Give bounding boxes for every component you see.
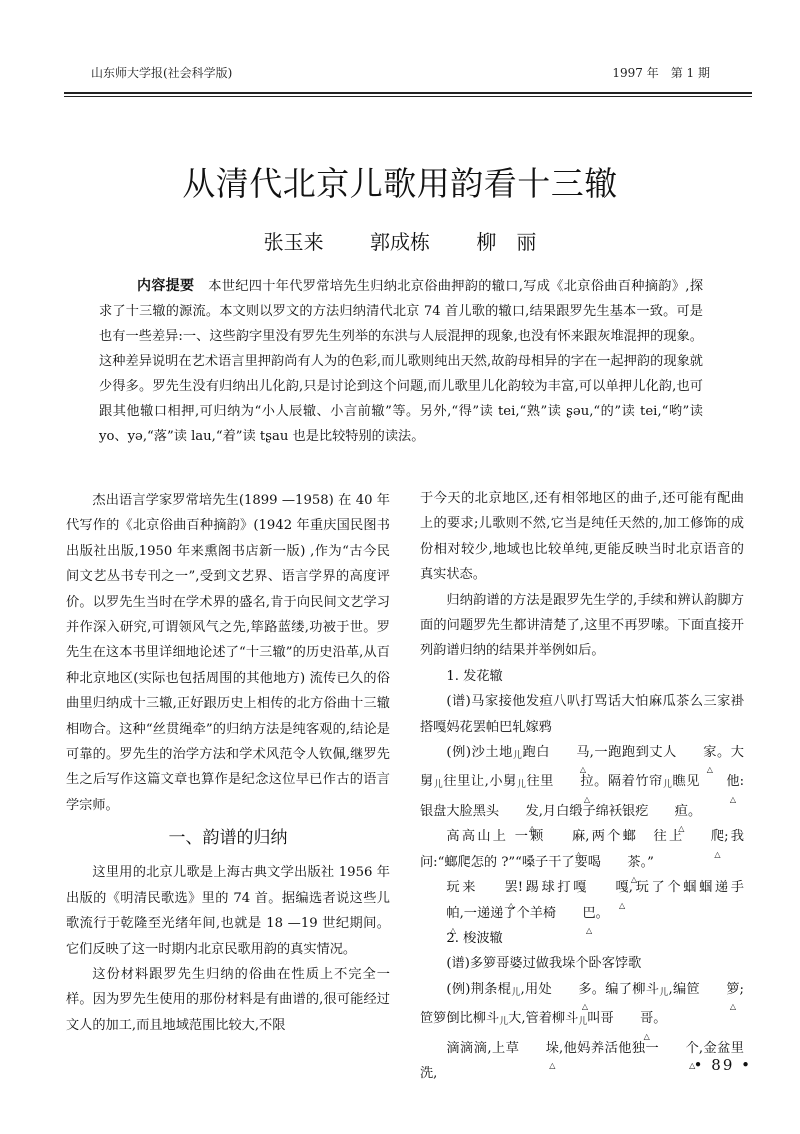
rhyme-foot: 巴 △ [556,901,596,926]
body-paragraph: 这份材料跟罗先生归纳的俗曲在性质上不完全一样。因为罗先生使用的那份材料是有曲谱的,很可能经过文人的加工,而且地域范围比较大,不限 [66,966,390,1033]
author-list [0,226,800,255]
header-rule [64,92,752,97]
author: 郭成栋 [370,230,430,254]
rhyme-example: (例)沙土地$_儿$跑白 马 △,一跑跑到丈人 家 △。大舅$_儿$往里让,小舅$_儿$往里 拉 △。隔着竹帘$_儿$瞧见 他 △:银盘大脸黑头 发 △,月白缎子绵袄银疙 疸 △。 [420,740,744,824]
article-title: 从清代北京儿歌用韵看十三辙 [182,164,618,203]
rhyme-group-heading: 2. 梭波辙 [446,930,503,946]
rhyme-foot: 帕 △ [420,901,460,926]
method-paragraph: 归纳韵谱的方法是跟罗先生学的,手续和辨认韵脚方面的问题罗先生都讲清楚了,这里不再罗嗦。下面直接开列韵谱归纳的结果并举例如后。 [420,592,744,659]
erhua-marker: 儿 [659,987,669,998]
rhyme-chart: (谱)马家接他发疸八叭打骂话大怕麻瓜茶么三家褂搭嘎妈花罢帕巴轧嫁鸦 [420,694,744,735]
erhua-marker: 儿 [578,1017,588,1028]
erhua-marker: 儿 [433,780,444,791]
author: 柳 丽 [476,230,537,254]
rhyme-foot: 家 △ [677,740,717,765]
rhyme-example: (例)荆条棍$_儿$,用处 多 △。编了柳斗$_儿$,编笸 箩 △;笸箩倒比柳斗$_儿$大,管着柳斗$_儿$叫哥 哥 △。 [420,977,744,1036]
issue-info: 1997 年 第 1 期 [612,66,710,80]
continued-paragraph: 于今天的北京地区,还有相邻地区的曲子,还可能有配曲上的要求;儿歌则不然,它当是纯任天然的,加工修饰的成份相对较少,地域也比较单纯,更能反映当时北京语音的真实状态。 [420,491,744,583]
rhyme-example: 滴滴滴,上草 垛 △,他妈养活他独一 个 △,金盆里洗, [420,1036,744,1087]
abstract-text: 本世纪四十年代罗常培先生归纳北京俗曲押韵的辙口,写成《北京俗曲百种摘韵》,探求了十三辙的源流。本文则以罗文的方法归纳清代北京 74 首儿歌的辙口,结果跟罗先生基本一致。可是也有一些差异:一、这些韵字里没有罗先生列举的东洪与人辰混押的现象,也没有怀来跟灰堆混押的现象。这种差异说明在艺术语言里押韵尚有人为的色彩,而儿歌则纯出天然,故韵母相异的字在一起押韵的现象就少得多。罗先生没有归纳出儿化韵,只是讨论到这个问题,而儿歌里儿化韵较为丰富,可以单押儿化韵,也可跟其他辙口相押,可归纳为“小人辰辙、小言前辙”等。另外,“得”读 tei,“熟”读 ʂəu,“的”读 tei,“哟”读 yo、yə,“落”读 lau,“着”读 tʂau 也是比较特别的读法。 [99,279,704,444]
left-column [66,488,390,1038]
author: 张玉来 [263,230,324,254]
rhyme-foot: 爬 △ [685,824,725,849]
journal-name: 山东师大学报(社会科学版) [91,66,233,80]
right-column [420,486,744,1086]
rhyme-foot: 嘎 △ [589,875,629,900]
rhyme-example: 玩来 罢 △!踢球打嘎 嘎 △,玩了个蝈蝈递手帕 △,一递递了个羊椅 巴 △。 [420,875,744,926]
erhua-marker: 儿 [662,780,673,791]
rhyme-chart: (谱)多箩哥婆过做我垛个卧客饽歌 [446,956,642,972]
body-paragraph: 这里用的北京儿歌是上海古典文学出版社 1956 年出版的《明清民歌选》里的 74 首。据编选者说这些儿歌流行于乾隆至光绪年间,也就是 18 —19 世纪期间。它们反映了这一时期内北京民歌用韵的真实情况。 [66,865,390,957]
rhyme-group-heading: 1. 发花辙 [446,668,503,684]
rhyme-foot: 哥 △ [614,1006,654,1031]
rhyme-foot: 他 △ [700,769,740,794]
erhua-marker: 儿 [511,987,521,998]
rhyme-foot: 疸 △ [648,799,688,824]
rhyme-foot: 发 △ [499,799,539,824]
rhyme-groups [420,664,744,1087]
page-number: • 89 • [693,1056,752,1074]
erhua-marker: 儿 [512,751,523,762]
rhyme-foot: 马 △ [550,740,590,765]
abstract [99,274,703,449]
erhua-marker: 儿 [499,1017,509,1028]
rhyme-foot: 麻 △ [546,824,586,849]
rhyme-foot: 茶 △ [601,850,641,875]
rhyme-foot: 多 △ [552,977,592,1002]
intro-paragraph: 杰出语言学家罗常培先生(1899 —1958) 在 40 年代写作的《北京俗曲百种摘韵》(1942 年重庆国民图书出版社出版,1950 年来熏阁书店新一版) ,作为“古今民间文艺丛书专刊之一”,受到文艺界、语言学界的高度评价。以罗先生当时在学术界的盛名,肯于向民间文艺学习并作深入研究,可谓领风气之先,筚路蓝缕,功被于世。罗先生在这本书里详细地论述了“十三辙”的历史沿革,从百种北京地区(实际也包括周围的其他地方) 流传已久的俗曲里归纳成十三辙,正好跟历史上相传的北方俗曲十三辙相吻合。这种“丝贯绳牵”的归纳方法是纯客观的,结论是可靠的。罗先生的治学方法和学术风范令人钦佩,继罗先生之后写作这篇文章也算作是纪念这位早已作古的语言学宗师。 [66,493,390,813]
rhyme-foot: 拉 △ [554,769,594,794]
rhyme-foot: 垛 △ [519,1036,559,1061]
rhyme-foot: 罢 △ [478,875,518,900]
running-head [91,64,710,81]
abstract-label: 内容提要 [137,278,195,294]
erhua-marker: 儿 [516,780,527,791]
rhyme-foot: 个 △ [659,1036,699,1061]
rhyme-foot: 箩 △ [700,977,740,1002]
rhyme-example: 高高山上 一颗 麻 △,两个螂 往上 爬 △;我问:“螂爬怎的 ?”“嗓子干了要喝 茶 △。” [420,824,744,875]
section-heading: 一、韵谱的归纳 [168,828,288,849]
